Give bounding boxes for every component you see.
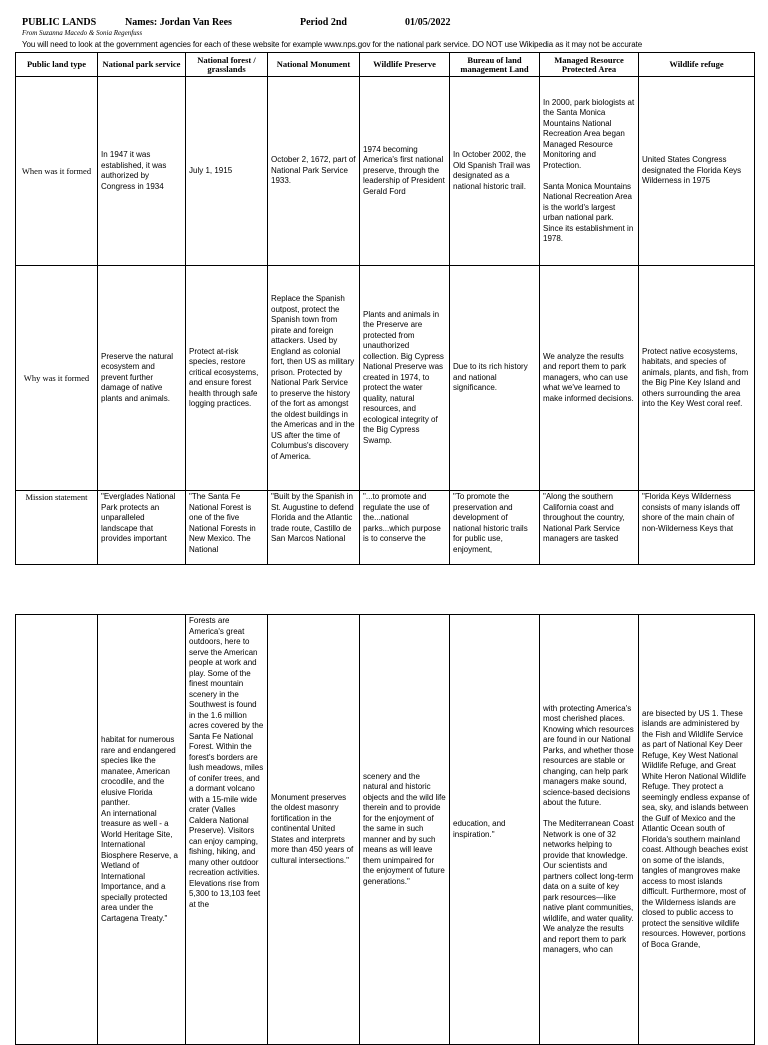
table-cell: In 1947 it was established, it was authorized by Congress in 1934 [98, 77, 186, 266]
table-cell: Forests are America's great outdoors, here to serve the American people at work and play. Some of the finest mountain scenery in the Southwest is found in the 1.6 million acres covered by the Santa Fe National Forest. Within the forest's borders are lush meadows, miles of conifer trees, and a dormant volcano with a 15-mile wide crater (Valles Caldera National Preserve). Visitors can enjoy camping, fishing, hiking, and many other outdoor recreation activities. Elevations rise from 5,300 to 13,103 feet at the [186, 615, 268, 1045]
table-cell: October 2, 1672, part of National Park Service 1933. [268, 77, 360, 266]
table-cell: Plants and animals in the Preserve are protected from unauthorized collection. Big Cypress National Preserve was created in 1974, to protect the water quality, natural resources, and ecological integrity of the Big Cypress Swamp. [360, 266, 450, 491]
column-header: National park service [98, 53, 186, 77]
table-cell: "Along the southern California coast and throughout the country, National Park Service managers are tasked [540, 491, 639, 565]
table-cell: United States Congress designated the Florida Keys Wilderness in 1975 [639, 77, 755, 266]
table-cell: with protecting America's most cherished places. Knowing which resources are found in our National Parks, and whether those resources are stable or changing, can help park managers make sound, science-based decisions about the future. The Mediterranean Coast Network is one of 32 networks helping to provide that knowledge. Our scientists and partners collect long-term data on a suite of key park resources—like native plant communities, wildlife, and water quality. We analyze the results and report them to park managers, who can [540, 615, 639, 1045]
class-period: Period 2nd [300, 17, 347, 28]
table-row-mission-continued [16, 615, 755, 1045]
table-cell: "Florida Keys Wilderness consists of many islands off shore of the main chain of non-Wilderness Keys that [639, 491, 755, 565]
table-cell: 1974 becoming America's first national preserve, through the leadership of President Gerald Ford [360, 77, 450, 266]
column-header: Managed Resource Protected Area [540, 53, 639, 77]
table-cell: Preserve the natural ecosystem and prevent further damage of native plants and animals. [98, 266, 186, 491]
public-lands-table-continued [15, 614, 755, 1045]
table-cell: education, and inspiration." [450, 615, 540, 1045]
table-cell: Protect native ecosystems, habitats, and species of animals, plants, and fish, from the Big Pine Key Island and others surrounding the area into the Key West coral reef. [639, 266, 755, 491]
column-header: Wildlife refuge [639, 53, 755, 77]
column-header: Wildlife Preserve [360, 53, 450, 77]
instructions: You will need to look at the government agencies for each of these website for example www.nps.gov for the national park service. DO NOT use Wikipedia as it may not be accurate [22, 40, 643, 49]
table-cell: Replace the Spanish outpost, protect the Spanish town from pirate and foreign attackers. Used by England as colonial fort, then US as military prison. Protected by National Park Service to preserve the history of the fort as amongst the oldest buildings in the Americas and in the US after the time of Columbus's discovery of America. [268, 266, 360, 491]
table-cell: "The Santa Fe National Forest is one of the five National Forests in New Mexico. The National [186, 491, 268, 565]
table-cell: July 1, 1915 [186, 77, 268, 266]
document-title: PUBLIC LANDS [22, 17, 97, 28]
student-names: Names: Jordan Van Rees [125, 17, 232, 28]
table-row-why [16, 266, 755, 491]
table-cell: "Everglades National Park protects an unparalleled landscape that provides important [98, 491, 186, 565]
table-cell: "...to promote and regulate the use of the...national parks...which purpose is to conserve the [360, 491, 450, 565]
column-header: National forest / grasslands [186, 53, 268, 77]
table-cell: "Built by the Spanish in St. Augustine to defend Florida and the Atlantic trade route, Castillo de San Marcos National [268, 491, 360, 565]
table-cell: In October 2002, the Old Spanish Trail was designated as a national historic trail. [450, 77, 540, 266]
table-cell: scenery and the natural and historic objects and the wild life therein and to provide for the enjoyment of the same in such manner and by such means as will leave them unimpaired for the enjoyment of future generations." [360, 615, 450, 1045]
column-header: National Monument [268, 53, 360, 77]
table-row-formed [16, 77, 755, 266]
table-cell: Due to its rich history and national significance. [450, 266, 540, 491]
public-lands-table [15, 52, 755, 565]
credit-line: From Suzanna Macedo & Sonia Regenfuss [22, 29, 143, 37]
row-header [16, 615, 98, 1045]
table-cell: habitat for numerous rare and endangered species like the manatee, American crocodile, and the elusive Florida panther. An international treasure as well - a World Heritage Site, International Biosphere Reserve, a Wetland of International Importance, and a specially protected area under the Cartagena Treaty." [98, 615, 186, 1045]
column-header: Bureau of land management Land [450, 53, 540, 77]
table-cell: Monument preserves the oldest masonry fortification in the continental United States and interprets more than 450 years of cultural intersections." [268, 615, 360, 1045]
header-row [16, 53, 755, 77]
row-header: When was it formed [16, 77, 98, 266]
table-cell: are bisected by US 1. These islands are administered by the Fish and Wildlife Service as part of National Key Deer Refuge, Key West National Wildlife Refuge, and Great White Heron National Wildlife Refuge. They protect a seemingly endless expanse of sea, sky, and islands between the Gulf of Mexico and the Atlantic Ocean south of Florida's southern mainland coast. Although beaches exist on some of the islands, tangles of mangroves make access to most islands difficult. Furthermore, most of the Wilderness islands are closed to public access to protect the sensitive wildlife resources. However, portions of Boca Grande, [639, 615, 755, 1045]
table-cell: We analyze the results and report them to park managers, who can use what we've learned to make informed decisions. [540, 266, 639, 491]
document-date: 01/05/2022 [405, 17, 451, 28]
column-header: Public land type [16, 53, 98, 77]
row-header: Mission statement [16, 491, 98, 565]
table-cell: In 2000, park biologists at the Santa Monica Mountains National Recreation Area began Managed Resource Monitoring and Protection. Santa Monica Mountains National Recreation Area is the world's largest urban national park. Since its establishment in 1978. [540, 77, 639, 266]
table-row-mission [16, 491, 755, 565]
table-cell: "To promote the preservation and development of national historic trails for public use, enjoyment, [450, 491, 540, 565]
table-cell: Protect at-risk species, restore critical ecosystems, and ensure forest health through safe logging practices. [186, 266, 268, 491]
row-header: Why was it formed [16, 266, 98, 491]
